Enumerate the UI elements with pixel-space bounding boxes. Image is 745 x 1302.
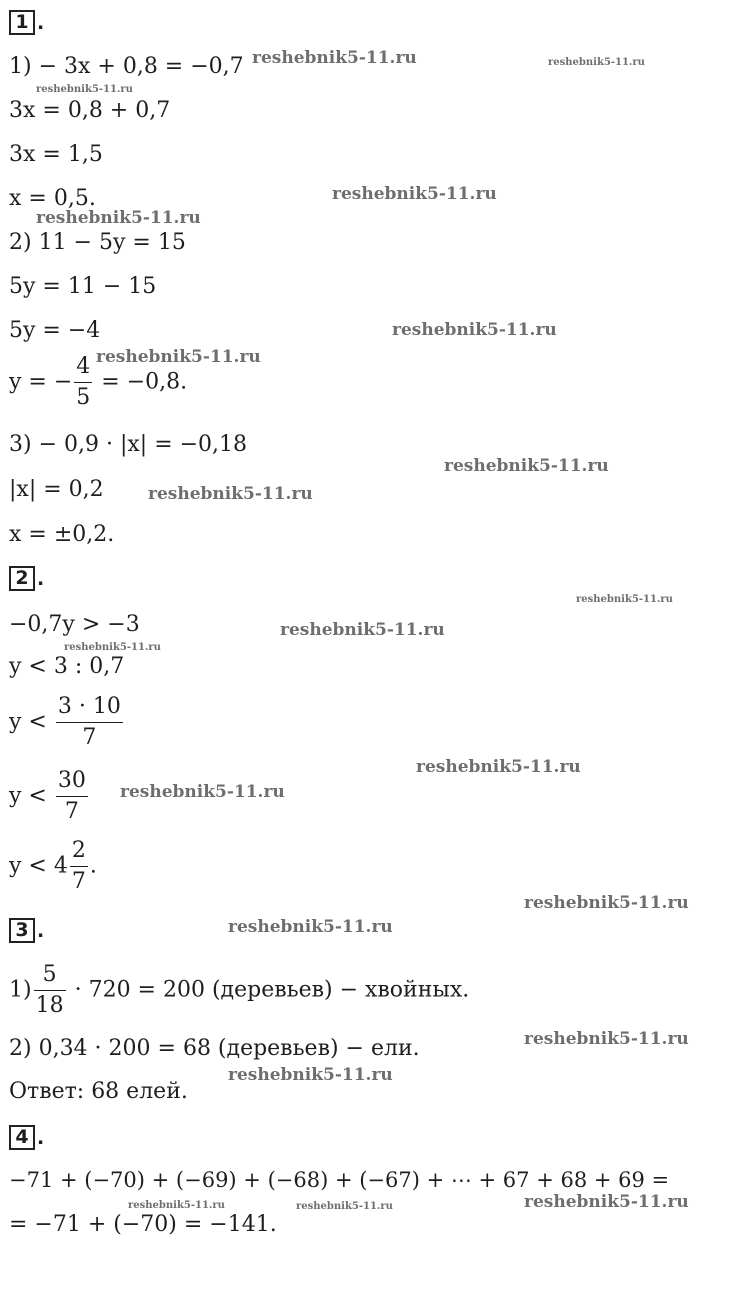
watermark: reshebnik5-11.ru — [128, 1200, 225, 1211]
watermark: reshebnik5-11.ru — [444, 456, 609, 476]
watermark: reshebnik5-11.ru — [120, 782, 285, 802]
equation-line: 2) 0,34 · 200 = 68 (деревьев) − ели. — [9, 1036, 420, 1061]
watermark: reshebnik5-11.ru — [148, 484, 313, 504]
watermark: reshebnik5-11.ru — [576, 594, 673, 605]
problem-number-dot: . — [37, 568, 45, 590]
equation-line: −0,7y > −3 — [9, 612, 140, 637]
watermark: reshebnik5-11.ru — [524, 1029, 689, 1049]
problem-number-box: 1 — [9, 10, 35, 35]
watermark: reshebnik5-11.ru — [96, 347, 261, 367]
watermark: reshebnik5-11.ru — [332, 184, 497, 204]
fraction-equation-line: y = − $\frac{4}{5}$ = −0,8. — [9, 352, 187, 413]
fraction: $\frac{3 \cdot 10}{7}$ — [57, 694, 121, 750]
watermark: reshebnik5-11.ru — [280, 620, 445, 640]
equation-line: x = ±0,2. — [9, 522, 115, 547]
problem-number-dot: . — [37, 1127, 45, 1149]
problem-number-box: 4 — [9, 1125, 35, 1150]
answer-line: Ответ: 68 елей. — [9, 1079, 188, 1104]
fraction: $\frac{30}{7}$ — [57, 768, 86, 824]
fraction-equation-line: y < $\frac{30}{7}$ — [9, 766, 90, 827]
fraction-equation-line: 1) $\frac{5}{18}$ · 720 = 200 (деревьев) − хвойных. — [9, 960, 469, 1021]
fraction: $\frac{2}{7}$ — [71, 838, 86, 894]
watermark: reshebnik5-11.ru — [296, 1201, 393, 1212]
equation-line: y < 3 : 0,7 — [9, 654, 125, 679]
watermark: reshebnik5-11.ru — [252, 48, 417, 68]
equation-line: 3) − 0,9 · |x| = −0,18 — [9, 432, 248, 457]
problem-number-dot: . — [37, 12, 45, 34]
watermark: reshebnik5-11.ru — [524, 1192, 689, 1212]
equation-line: |x| = 0,2 — [9, 477, 104, 502]
fraction: $\frac{5}{18}$ — [35, 962, 64, 1018]
problem-number-box: 2 — [9, 566, 35, 591]
watermark: reshebnik5-11.ru — [228, 1065, 393, 1085]
equation-line: x = 0,5. — [9, 186, 96, 211]
equation-line: −71 + (−70) + (−69) + (−68) + (−67) + ⋯ + 67 + 68 + 69 = — [9, 1168, 670, 1192]
watermark: reshebnik5-11.ru — [36, 84, 133, 95]
watermark: reshebnik5-11.ru — [64, 642, 161, 653]
watermark: reshebnik5-11.ru — [416, 757, 581, 777]
watermark: reshebnik5-11.ru — [36, 208, 201, 228]
equation-line: 1) − 3x + 0,8 = −0,7 — [9, 54, 244, 79]
problem-number-dot: . — [37, 920, 45, 942]
fraction-equation-line: y < 4 $\frac{2}{7}$ . — [9, 836, 97, 897]
watermark: reshebnik5-11.ru — [524, 893, 689, 913]
equation-line: 3x = 0,8 + 0,7 — [9, 98, 171, 123]
watermark: reshebnik5-11.ru — [392, 320, 557, 340]
equation-line: 5y = 11 − 15 — [9, 274, 157, 299]
equation-line: = −71 + (−70) = −141. — [9, 1212, 277, 1237]
equation-line: 2) 11 − 5y = 15 — [9, 230, 186, 255]
equation-line: 3x = 1,5 — [9, 142, 103, 167]
fraction-equation-line: y < $\frac{3 \cdot 10}{7}$ — [9, 692, 125, 753]
equation-line: 5y = −4 — [9, 318, 101, 343]
problem-number-box: 3 — [9, 918, 35, 943]
fraction: $\frac{4}{5}$ — [76, 354, 91, 410]
watermark: reshebnik5-11.ru — [548, 57, 645, 68]
watermark: reshebnik5-11.ru — [228, 917, 393, 937]
